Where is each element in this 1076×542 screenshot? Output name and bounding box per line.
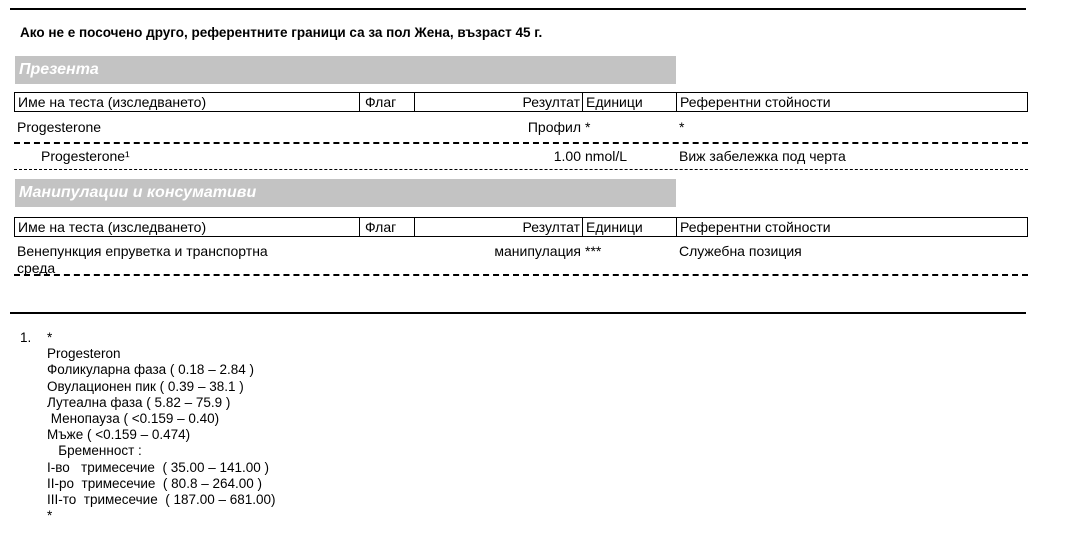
row-divider xyxy=(14,274,1028,276)
test-reference: Служебна позиция xyxy=(679,243,802,259)
test-reference: * xyxy=(679,119,685,135)
footnote-line: Менопауза ( <0.159 – 0.40) xyxy=(47,411,220,427)
footnote-number: 1. xyxy=(20,330,32,345)
test-result: 1.00 xyxy=(553,148,581,164)
col-test-name: Име на теста (изследването) xyxy=(18,94,207,110)
col-units: Единици xyxy=(586,94,643,110)
footnote-rule xyxy=(10,312,1026,314)
table-header xyxy=(14,92,1028,112)
footnote-line: Фоликуларна фаза ( 0.18 – 2.84 ) xyxy=(47,362,254,378)
col-flag: Флаг xyxy=(365,94,397,110)
table-row xyxy=(14,118,1028,138)
test-result: Профил xyxy=(527,119,581,135)
footnote-line: III-то тримесечие ( 187.00 – 681.00) xyxy=(47,492,276,508)
test-units: *** xyxy=(585,243,602,259)
top-rule xyxy=(10,8,1026,10)
footnote-line: I-во тримесечие ( 35.00 – 141.00 ) xyxy=(47,459,270,475)
footnote-line: Бременност : xyxy=(47,443,142,459)
section-title-presenta: Презента xyxy=(15,56,676,84)
col-reference: Референтни стойности xyxy=(680,219,831,235)
col-test-name: Име на теста (изследването) xyxy=(18,219,207,235)
footnote-body xyxy=(47,330,276,524)
col-result: Резултат xyxy=(522,94,580,110)
footnote-line: * xyxy=(47,330,53,345)
col-units: Единици xyxy=(586,219,643,235)
reference-intro: Ако не е посочено друго, референтните граници са за пол Жена, възраст 45 г. xyxy=(20,25,543,40)
test-units: nmol/L xyxy=(585,148,628,164)
row-divider xyxy=(14,169,1028,170)
test-reference: Виж забележка под черта xyxy=(679,148,846,164)
table-row xyxy=(14,147,1028,167)
table-header xyxy=(14,217,1028,237)
test-name: Венепункция епруветка и транспортна xyxy=(17,243,268,259)
footnote-line: * xyxy=(47,508,53,524)
footnote-line: II-ро тримесечие ( 80.8 – 264.00 ) xyxy=(47,475,262,491)
footnote-line: Лутеална фаза ( 5.82 – 75.9 ) xyxy=(47,394,231,410)
test-units: * xyxy=(585,119,591,135)
footnote-line: Мъже ( <0.159 – 0.474) xyxy=(47,427,191,443)
footnotes xyxy=(20,330,276,524)
test-name: Progesterone¹ xyxy=(41,148,130,164)
test-name-cont: среда xyxy=(17,260,56,276)
col-result: Резултат xyxy=(522,219,580,235)
footnote-line: Progesteron xyxy=(47,346,121,362)
row-divider xyxy=(14,142,1028,144)
col-flag: Флаг xyxy=(365,219,397,235)
footnote-line: Овулационен пик ( 0.39 – 38.1 ) xyxy=(47,378,244,394)
table-row xyxy=(14,242,1028,278)
section-title-manipulations: Манипулации и консумативи xyxy=(15,179,676,207)
col-reference: Референтни стойности xyxy=(680,94,831,110)
test-name: Progesterone xyxy=(17,119,102,135)
test-result: манипулация xyxy=(494,243,581,259)
